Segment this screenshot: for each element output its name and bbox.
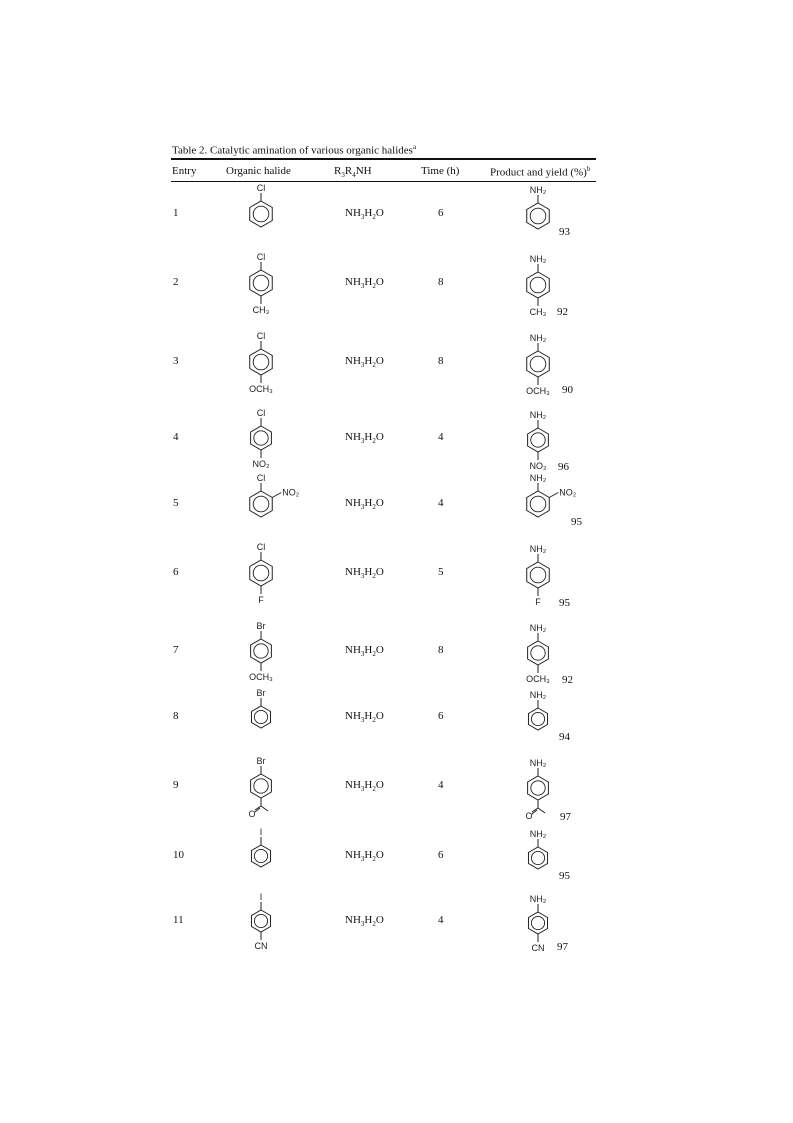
- amine-reagent: $NH_3H_2O$: [345, 914, 384, 929]
- product-yield: 92: [562, 674, 573, 686]
- amine-reagent: $NH_3H_2O$: [345, 276, 384, 291]
- product-structure: [493, 679, 583, 759]
- reaction-time: 8: [438, 355, 444, 367]
- halide-top-substituent: Br: [256, 621, 266, 631]
- table-top-rule: [171, 158, 596, 160]
- halide-top-substituent: I: [259, 892, 263, 902]
- halide-structure: [216, 243, 306, 323]
- halide-top-substituent: Br: [256, 688, 266, 698]
- product-bottom-substituent: CN: [531, 943, 545, 953]
- header-amine: $R_3R_4NH$: [334, 165, 372, 180]
- halide-bottom-substituent: NO₂: [252, 459, 270, 469]
- product-aromatic-circle: [530, 277, 546, 293]
- product-bottom-substituent: CH₃: [529, 307, 547, 317]
- amine-reagent: $NH_3H_2O$: [345, 710, 384, 725]
- product-top-substituent: NH₂: [529, 690, 547, 700]
- product-aromatic-circle: [530, 496, 546, 512]
- halide-aromatic-circle: [254, 914, 267, 927]
- reaction-time: 6: [438, 207, 444, 219]
- halide-bottom-substituent: CH₃: [252, 305, 270, 315]
- halide-aromatic-circle: [254, 431, 268, 445]
- product-methyl-bond: [538, 808, 545, 813]
- halide-aromatic-circle: [254, 644, 268, 658]
- product-yield: 92: [557, 306, 568, 318]
- halide-top-substituent: Cl: [256, 408, 266, 418]
- entry-number: 6: [173, 566, 179, 578]
- reaction-time: 4: [438, 497, 444, 509]
- entry-number: 1: [173, 207, 179, 219]
- product-top-substituent: NH₂: [529, 758, 547, 768]
- amine-reagent: $NH_3H_2O$: [345, 566, 384, 581]
- product-bottom-substituent: F: [535, 597, 541, 607]
- halide-top-substituent: Cl: [256, 183, 266, 193]
- halide-aromatic-circle: [253, 206, 269, 222]
- reaction-time: 4: [438, 914, 444, 926]
- entry-number: 9: [173, 779, 179, 791]
- halide-aromatic-circle: [253, 275, 269, 291]
- halide-methyl-bond: [261, 806, 268, 811]
- product-yield: 94: [559, 731, 570, 743]
- halide-top-substituent: I: [259, 827, 263, 837]
- entry-number: 5: [173, 497, 179, 509]
- product-aromatic-circle: [531, 851, 544, 864]
- header-time: Time (h): [421, 165, 460, 177]
- product-top-substituent: NH₂: [529, 894, 547, 904]
- product-structure: [493, 535, 583, 615]
- amine-reagent: $NH_3H_2O$: [345, 849, 384, 864]
- halide-structure: [216, 746, 306, 826]
- header-organic-halide: Organic halide: [226, 165, 291, 177]
- product-yield: 95: [571, 516, 582, 528]
- product-aromatic-circle: [530, 567, 546, 583]
- product-yield: 96: [558, 461, 569, 473]
- caption-footnote-mark: a: [412, 143, 417, 151]
- halide-aromatic-circle: [254, 779, 268, 793]
- halide-top-substituent: Cl: [256, 252, 266, 262]
- entry-number: 2: [173, 276, 179, 288]
- amine-reagent: $NH_3H_2O$: [345, 644, 384, 659]
- product-aromatic-circle: [531, 646, 545, 660]
- product-top-substituent: NH₂: [529, 623, 547, 633]
- product-yield: 97: [560, 811, 571, 823]
- halide-side-bond: [272, 493, 281, 498]
- amine-reagent: $NH_3H_2O$: [345, 355, 384, 370]
- halide-top-substituent: Cl: [256, 542, 266, 552]
- product-bottom-substituent: NO₂: [529, 461, 547, 471]
- product-bottom-substituent: OCH₃: [526, 386, 550, 396]
- halide-aromatic-circle: [254, 710, 267, 723]
- product-side-substituent: NO₂: [559, 487, 577, 498]
- reaction-time: 8: [438, 276, 444, 288]
- halide-aromatic-circle: [254, 849, 267, 862]
- entry-number: 10: [173, 849, 184, 861]
- amine-reagent: $NH_3H_2O$: [345, 779, 384, 794]
- amine-reagent: $NH_3H_2O$: [345, 431, 384, 446]
- product-structure: [493, 883, 583, 963]
- reaction-time: 8: [438, 644, 444, 656]
- product-aromatic-circle: [531, 916, 544, 929]
- halide-bottom-substituent: F: [258, 595, 264, 605]
- reaction-time: 4: [438, 431, 444, 443]
- product-bottom-substituent: O: [525, 811, 533, 821]
- product-bottom-substituent: OCH₃: [526, 674, 550, 684]
- product-top-substituent: NH₂: [529, 185, 547, 195]
- product-yield: 95: [559, 597, 570, 609]
- product-side-bond: [549, 493, 558, 498]
- halide-bottom-substituent: OCH₃: [249, 384, 273, 394]
- product-yield: 93: [559, 226, 570, 238]
- header-product-yield: Product and yield (%)$^b$: [490, 165, 591, 179]
- product-structure: [493, 464, 583, 544]
- halide-bottom-substituent: CN: [254, 941, 268, 951]
- product-aromatic-circle: [531, 781, 545, 795]
- product-top-substituent: NH₂: [529, 254, 547, 264]
- halide-structure: [216, 677, 306, 757]
- entry-number: 7: [173, 644, 179, 656]
- product-yield: 90: [562, 384, 573, 396]
- halide-bottom-substituent: OCH₃: [249, 672, 273, 682]
- reaction-time: 4: [438, 779, 444, 791]
- product-aromatic-circle: [530, 208, 546, 224]
- halide-top-substituent: Cl: [256, 331, 266, 341]
- halide-aromatic-circle: [253, 354, 269, 370]
- product-top-substituent: NH₂: [529, 333, 547, 343]
- halide-structure: [216, 322, 306, 402]
- halide-structure: [216, 464, 306, 544]
- reaction-time: 5: [438, 566, 444, 578]
- product-structure: [493, 748, 583, 828]
- product-aromatic-circle: [531, 712, 544, 725]
- product-aromatic-circle: [531, 433, 545, 447]
- halide-side-substituent: NO₂: [282, 487, 300, 498]
- product-yield: 95: [559, 870, 570, 882]
- entry-number: 3: [173, 355, 179, 367]
- halide-top-substituent: Cl: [256, 473, 266, 483]
- halide-aromatic-circle: [253, 496, 269, 512]
- header-entry: Entry: [172, 165, 197, 177]
- reaction-time: 6: [438, 849, 444, 861]
- table-caption: Table 2. Catalytic amination of various organic halides$^a$: [172, 143, 417, 157]
- product-aromatic-circle: [530, 356, 546, 372]
- product-yield: 97: [557, 941, 568, 953]
- halide-structure: [216, 174, 306, 254]
- halide-structure: [216, 881, 306, 961]
- product-structure: [493, 245, 583, 325]
- product-top-substituent: NH₂: [529, 544, 547, 554]
- entry-number: 8: [173, 710, 179, 722]
- entry-number: 4: [173, 431, 179, 443]
- halide-aromatic-circle: [253, 565, 269, 581]
- product-top-substituent: NH₂: [529, 473, 547, 483]
- product-top-substituent: NH₂: [529, 410, 547, 420]
- entry-number: 11: [173, 914, 184, 926]
- amine-reagent: $NH_3H_2O$: [345, 207, 384, 222]
- halide-bottom-substituent: O: [248, 809, 256, 819]
- product-structure: [493, 176, 583, 256]
- halide-structure: [216, 533, 306, 613]
- reaction-time: 6: [438, 710, 444, 722]
- product-top-substituent: NH₂: [529, 829, 547, 839]
- amine-reagent: $NH_3H_2O$: [345, 497, 384, 512]
- halide-top-substituent: Br: [256, 756, 266, 766]
- product-structure: [493, 324, 583, 404]
